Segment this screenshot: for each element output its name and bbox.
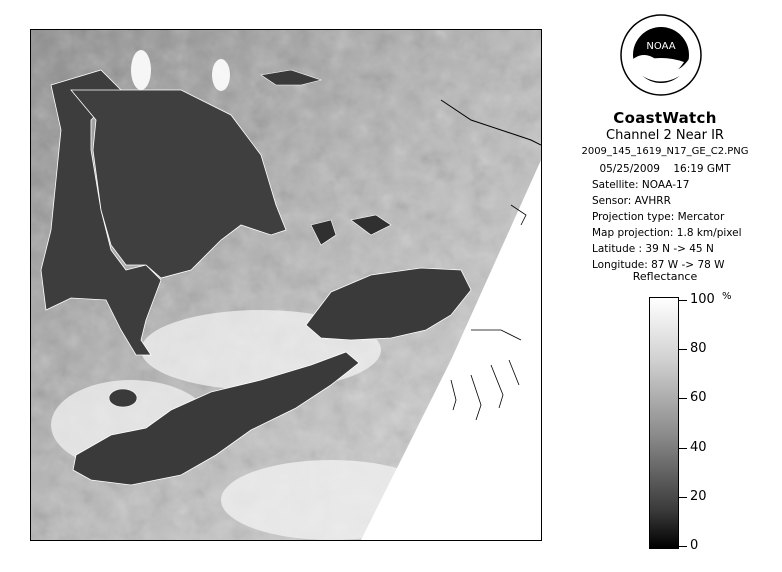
satellite-label: Satellite: NOAA-17 — [592, 179, 690, 191]
longitude-label: Longitude: 87 W -> 78 W — [592, 259, 725, 271]
date-time-row — [560, 163, 770, 175]
colorbar-tick — [679, 300, 687, 301]
colorbar-tick-label: 60 — [690, 390, 707, 406]
colorbar-tick — [679, 497, 687, 498]
noaa-logo-icon — [620, 14, 702, 96]
colorbar-tick — [679, 448, 687, 449]
cloud-patch — [131, 50, 151, 90]
satellite-map — [30, 29, 542, 541]
page-title: CoastWatch — [613, 109, 717, 127]
colorbar-tick-label: 20 — [690, 488, 707, 504]
projection-type-label: Projection type: Mercator — [592, 211, 725, 223]
colorbar-tick — [679, 349, 687, 350]
cloud-patch — [212, 59, 230, 91]
logo-center-text: NOAA — [646, 41, 676, 52]
date-value: 05/25/2009 — [599, 163, 660, 175]
map-image — [31, 30, 541, 540]
colorbar-tick — [679, 546, 687, 547]
colorbar-tick-label: 80 — [690, 341, 707, 357]
colorbar-tick-label: 40 — [690, 439, 707, 455]
filename-label: 2009_145_1619_N17_GE_C2.PNG — [581, 146, 749, 157]
colorbar-tick — [679, 398, 687, 399]
colorbar-unit: % — [722, 291, 732, 302]
latitude-label: Latitude : 39 N -> 45 N — [592, 243, 714, 255]
map-projection-label: Map projection: 1.8 km/pixel — [592, 227, 742, 239]
colorbar-tick-label: 0 — [690, 538, 699, 553]
sensor-label: Sensor: AVHRR — [592, 195, 671, 207]
time-value: 16:19 GMT — [673, 163, 731, 175]
colorbar-label: Reflectance — [632, 270, 698, 283]
channel-subtitle: Channel 2 Near IR — [606, 128, 724, 143]
lake-st-clair — [109, 389, 137, 407]
colorbar — [649, 297, 679, 549]
colorbar-tick-label: 100 — [690, 292, 715, 307]
